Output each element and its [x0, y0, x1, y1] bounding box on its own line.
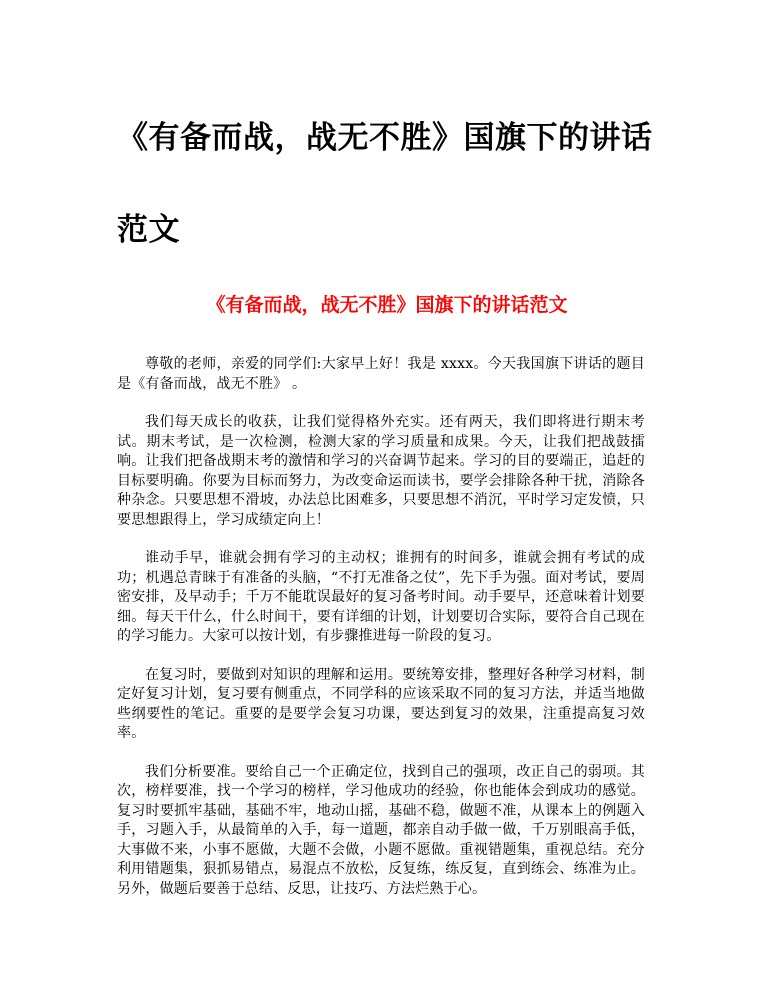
paragraph: 我们分析要准。要给自己一个正确定位，找到自己的强项，改正自己的弱项。其次，榜样要准，找一个学习的榜样，学习他成功的经验，你也能体会到成功的感觉。复习时要抓牢基础，基础不牢，地动山摇，基础不稳，做题不准，从课本上的例题入手，习题入手，从最简单的入手，每一道题，都亲自动手做一做，千万别眼高手低，大事做不来，小事不愿做，大题不会做，小题不愿做。重视错题集，重视总结。充分利用错题集，狠抓易错点，易混点不放松，反复练，练反复，直到练会、练准为止。另外，做题后要善于总结、反思，让技巧、方法烂熟于心。: [117, 763, 645, 897]
document-body: [117, 355, 645, 918]
paragraph: 尊敬的老师，亲爱的同学们:大家早上好！我是 xxxx。今天我国旗下讲话的题目是《有备而战，战无不胜》 。: [117, 356, 645, 392]
paragraph: 我们每天成长的收获，让我们觉得格外充实。还有两天，我们即将进行期末考试。期末考试，是一次检测，检测大家的学习质量和成果。今天，让我们把战鼓擂响。让我们把备战期末考的激情和学习的兴奋调节起来。学习的目的要端正，追赶的目标要明确。你要为目标而努力，为改变命运而读书，要学会排除各种干扰，消除各种杂念。只要思想不滑坡，办法总比困难多，只要思想不消沉，平时学习定发愤，只要思想跟得上，学习成绩定向上！: [117, 414, 645, 528]
document-title: 《有备而战，战无不胜》国旗下的讲话范文: [117, 120, 653, 248]
document-subtitle: 《有备而战，战无不胜》国旗下的讲话范文: [206, 294, 568, 316]
paragraph: 在复习时，要做到对知识的理解和运用。要统筹安排，整理好各种学习材料，制定好复习计划，复习要有侧重点，不同学科的应该采取不同的复习方法，并适当地做些纲要性的笔记。重要的是要学会复习功课，要达到复习的效果，注重提高复习效率。: [117, 666, 645, 741]
paragraph: 谁动手早，谁就会拥有学习的主动权；谁拥有的时间多，谁就会拥有考试的成功；机遇总青睐于有准备的头脑，“不打无准备之仗”，先下手为强。面对考试，要周密安排，及早动手；千万不能耽误最好的复习备考时间。动手要早，还意味着计划要细。每天干什么，什么时间干，要有详细的计划，计划要切合实际，要符合自己现在的学习能力。大家可以按计划，有步骤推进每一阶段的复习。: [117, 550, 645, 644]
